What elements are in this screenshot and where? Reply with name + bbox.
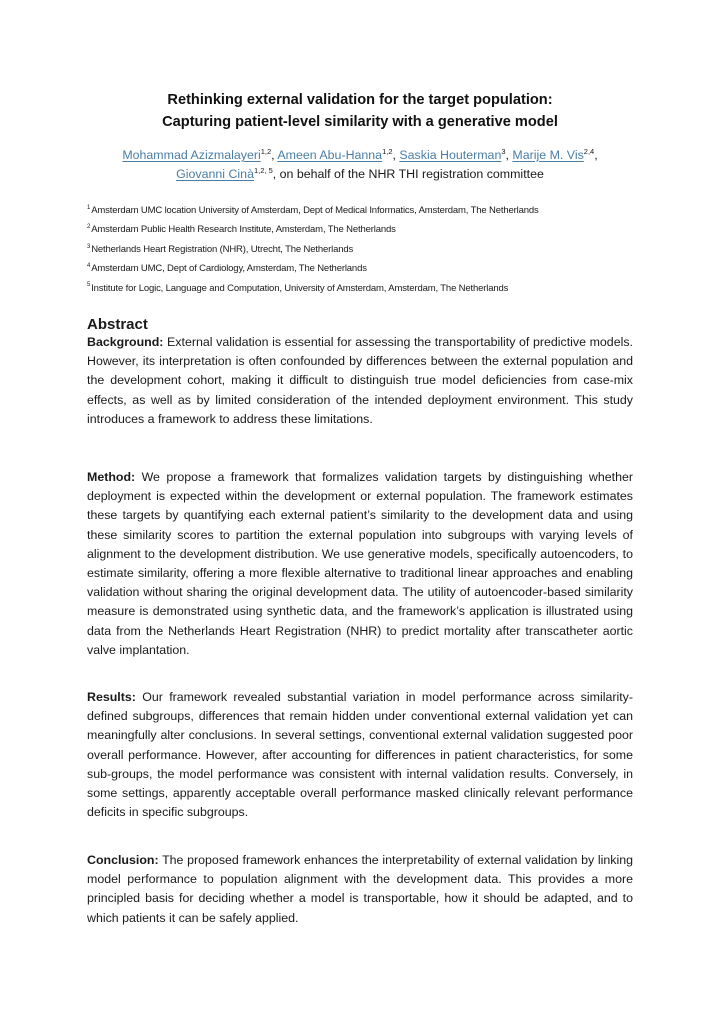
conclusion-label: Conclusion:: [87, 853, 159, 867]
results-text: Our framework revealed substantial variation in model performance across similarity-defined subgroups, differences that remain hidden under conventional external validation yet can meaningfully alter conclusions. In several settings, conventional external validation suggested poor overall performance. However, after accounting for differences in patient characteristics, for some sub-groups, the model performance was consistent with internal validation results. Conversely, in some settings, apparently acceptable overall performance masked clinically relevant performance deficits in specific subgroups.: [87, 690, 633, 820]
title-line-2: Capturing patient-level similarity with a generative model: [162, 114, 558, 130]
affiliation-item: [87, 223, 647, 242]
author-affiliation-marker: 1,2, 5: [253, 165, 273, 175]
results-label: Results:: [87, 690, 136, 704]
affiliation-item: [87, 282, 647, 301]
authors-suffix: , on behalf of the NHR THI registration committee: [272, 167, 544, 181]
author-affiliation-marker: 1,2: [382, 146, 393, 156]
abstract-results: [87, 688, 633, 822]
affiliation-number: 1: [87, 204, 91, 211]
affiliation-text: Amsterdam UMC location University of Amsterdam, Dept of Medical Informatics, Amsterdam, The Netherlands: [91, 205, 539, 216]
author-list: Mohammad Azizmalayeri$^{1,2}$, Ameen Abu-Hanna$^{1,2}$, Saskia Houterman$^3$, Marije M. Vis$^{2,4}$, Giovanni Cinà$^{1,2, 5}$, on behalf of the NHR THI registration committee: [122, 146, 598, 181]
affiliation-item: [87, 243, 647, 262]
affiliation-number: 3: [87, 243, 91, 250]
conclusion-text: The proposed framework enhances the interpretability of external validation by linking model performance to population alignment with the development data. This provides a more principled basis for deciding whether a model is transportable, how it should be adapted, and to which patients it can be safely applied.: [87, 853, 634, 925]
affiliation-item: [87, 204, 647, 223]
method-label: Method:: [87, 470, 136, 484]
author-affiliation-marker: 2,4: [583, 146, 595, 156]
affiliation-number: 4: [87, 263, 91, 270]
affiliation-text: Amsterdam UMC, Dept of Cardiology, Amsterdam, The Netherlands: [91, 263, 367, 275]
abstract-method: [87, 468, 633, 660]
author-link[interactable]: Saskia Houterman: [399, 148, 502, 162]
affiliation-list: [87, 204, 647, 301]
affiliation-text: Institute for Logic, Language and Computation, University of Amsterdam, Amsterdam, The Netherlands: [91, 282, 509, 294]
background-text: External validation is essential for assessing the transportability of predictive models. However, its interpretation is often confounded by differences between the external population and the development cohort, making it difficult to distinguish true model deficiencies from case-mix effects, as well as by limited consideration of the intended deployment environment. This study introduces a framework to address these limitations.: [87, 335, 633, 426]
author-link[interactable]: Ameen Abu-Hanna: [277, 148, 383, 162]
author-link[interactable]: Giovanni Cinà: [176, 167, 254, 181]
affiliation-item: [87, 262, 647, 281]
background-label: Background:: [87, 335, 164, 349]
author-link[interactable]: Mohammad Azizmalayeri: [122, 148, 261, 162]
abstract-background: [87, 333, 633, 429]
author-affiliation-marker: 3: [501, 146, 506, 156]
paper-title: [87, 89, 633, 133]
affiliation-number: 2: [87, 224, 91, 231]
abstract-conclusion: [87, 851, 633, 928]
abstract-heading: Abstract: [87, 316, 148, 333]
title-line-1: Rethinking external validation for the target population:: [167, 92, 553, 108]
affiliation-text: Netherlands Heart Registration (NHR), Utrecht, The Netherlands: [91, 243, 354, 255]
author-affiliation-marker: 1,2: [260, 146, 272, 156]
affiliation-number: 5: [87, 282, 91, 289]
affiliation-text: Amsterdam Public Health Research Institute, Amsterdam, The Netherlands: [91, 224, 396, 236]
author-link[interactable]: Marije M. Vis: [512, 148, 584, 162]
method-text: We propose a framework that formalizes validation targets by distinguishing whether deployment is expected within the development or external population. The framework estimates these targets by quantifying each external patient’s similarity to the development data and using these similarity scores to partition the external population into subgroups with varying levels of alignment to the development distribution. We use generative models, specifically autoencoders, to estimate similarity, offering a more flexible alternative to traditional linear approaches and enabling validation without sharing the original development data. The utility of autoencoder-based similarity measure is demonstrated using synthetic data, and the framework’s application is illustrated using data from the Netherlands Heart Registration (NHR) to predict mortality after transcatheter aortic valve implantation.: [87, 470, 633, 657]
